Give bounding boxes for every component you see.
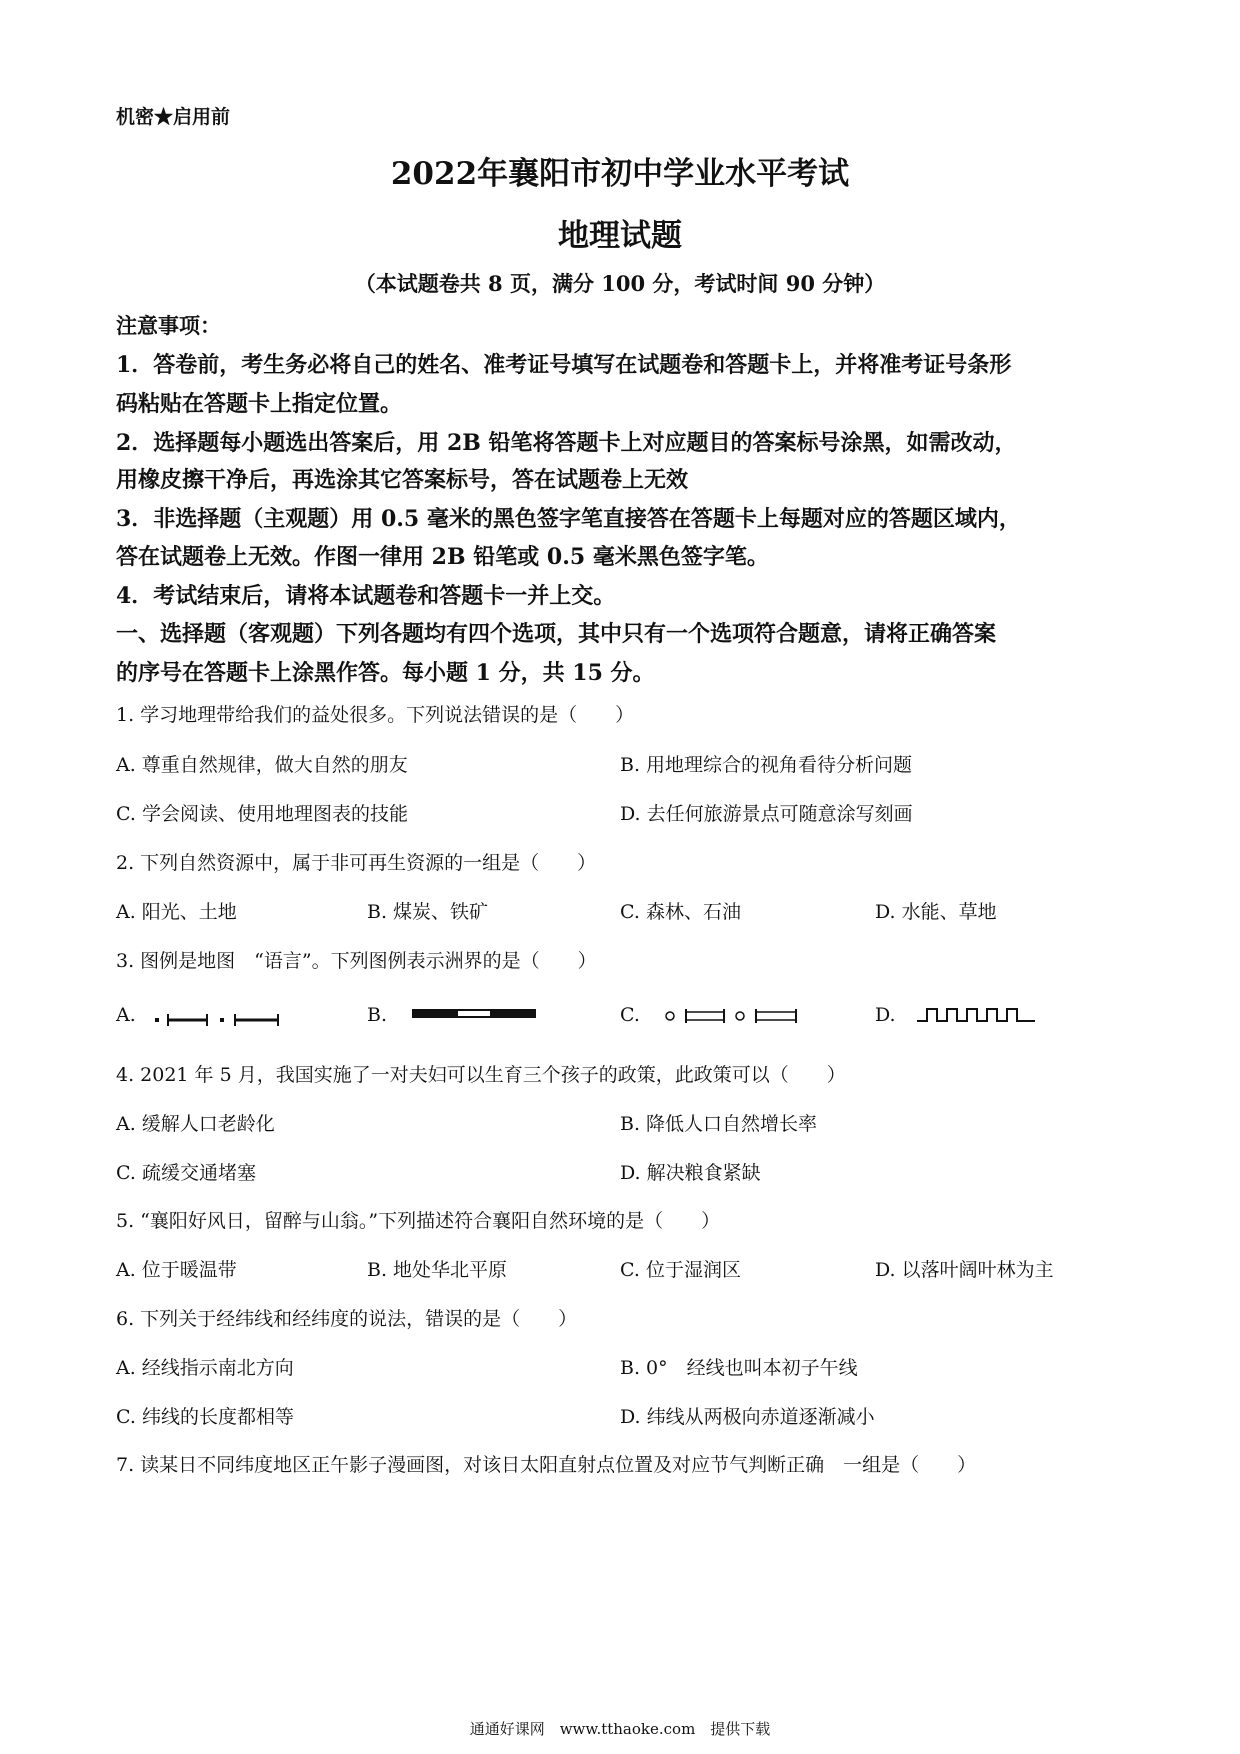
section-instruction: 一、选择题（客观题）下列各题均有四个选项，其中只有一个选项符合题意，请将正确答案 xyxy=(116,621,997,647)
note-line: 3．非选择题（主观题）用 0.5 毫米的黑色签字笔直接答在答题卡上每题对应的答题区域内， xyxy=(116,506,1021,532)
section-instruction: 的序号在答题卡上涂黑作答。每小题 1 分，共 15 分。 xyxy=(116,660,655,686)
option-b: B. 降低人口自然增长率 xyxy=(620,1113,818,1135)
option-d: D. 去任何旅游景点可随意涂写刻画 xyxy=(620,803,913,825)
exam-info: （本试题卷共 8 页，满分 100 分，考试时间 90 分钟） xyxy=(354,271,886,296)
option-d: D. 解决粮食紧缺 xyxy=(620,1162,761,1184)
note-line: 用橡皮擦干净后，再选涂其它答案标号，答在试题卷上无效 xyxy=(116,467,689,493)
option-d: D. 水能、草地 xyxy=(875,901,997,923)
question-stem: 2. 下列自然资源中，属于非可再生资源的一组是（ ） xyxy=(116,852,597,874)
option-c: C. 纬线的长度都相等 xyxy=(116,1406,294,1428)
question-stem: 4. 2021 年 5 月，我国实施了一对夫妇可以生育三个孩子的政策，此政策可以（ ） xyxy=(116,1064,846,1086)
question-stem: 5. “襄阳好风日，留醉与山翁。”下列描述符合襄阳自然环境的是（ ） xyxy=(116,1210,721,1232)
option-b: B. 地处华北平原 xyxy=(367,1259,508,1281)
subject-title: 地理试题 xyxy=(558,218,682,254)
option-c: C. 疏缓交通堵塞 xyxy=(116,1162,256,1184)
legend-symbol-a xyxy=(150,1008,285,1030)
confidential-mark: 机密★启用前 xyxy=(116,106,231,128)
legend-symbol-d xyxy=(915,1004,1037,1026)
question-stem: 1. 学习地理带给我们的益处很多。下列说法错误的是（ ） xyxy=(116,704,635,726)
option-c: C. xyxy=(620,1004,640,1026)
option-a: A. 缓解人口老龄化 xyxy=(116,1113,275,1135)
notes-heading: 注意事项： xyxy=(116,313,221,338)
option-c: C. 森林、石油 xyxy=(620,901,741,923)
option-d: D. 以落叶阔叶林为主 xyxy=(875,1259,1054,1281)
option-d: D. 纬线从两极向赤道逐渐减小 xyxy=(620,1406,875,1428)
note-line: 1．答卷前，考生务必将自己的姓名、准考证号填写在试题卷和答题卡上，并将准考证号条形 xyxy=(116,352,1012,378)
option-a: A. 阳光、土地 xyxy=(116,901,237,923)
option-c: C. 位于湿润区 xyxy=(620,1259,741,1281)
option-a: A. xyxy=(116,1004,136,1026)
question-stem: 7. 读某日不同纬度地区正午影子漫画图，对该日太阳直射点位置及对应节气判断正确 一组是（ ） xyxy=(116,1454,977,1476)
exam-title: 2022年襄阳市初中学业水平考试 xyxy=(390,156,850,192)
option-c: C. 学会阅读、使用地理图表的技能 xyxy=(116,803,408,825)
option-d: D. xyxy=(875,1004,896,1026)
option-a: A. 经线指示南北方向 xyxy=(116,1357,294,1379)
legend-symbol-b xyxy=(410,1004,538,1024)
note-line: 4．考试结束后，请将本试题卷和答题卡一并上交。 xyxy=(116,583,616,609)
question-stem: 6. 下列关于经纬线和经纬度的说法，错误的是（ ） xyxy=(116,1308,578,1330)
option-b: B. 煤炭、铁矿 xyxy=(367,901,489,923)
option-b: B. 0° 经线也叫本初子午线 xyxy=(620,1357,858,1379)
note-line: 码粘贴在答题卡上指定位置。 xyxy=(116,391,403,417)
option-b: B. 用地理综合的视角看待分析问题 xyxy=(620,754,913,776)
option-b: B. xyxy=(367,1004,388,1026)
option-a: A. 尊重自然规律，做大自然的朋友 xyxy=(116,754,408,776)
legend-symbol-c xyxy=(662,1004,802,1026)
page-footer: 通通好课网 www.tthaoke.com 提供下载 xyxy=(469,1720,771,1738)
question-stem: 3. 图例是地图 “语言”。下列图例表示洲界的是（ ） xyxy=(116,950,597,972)
note-line: 答在试题卷上无效。作图一律用 2B 铅笔或 0.5 毫米黑色签字笔。 xyxy=(116,544,769,570)
option-a: A. 位于暖温带 xyxy=(116,1259,237,1281)
note-line: 2．选择题每小题选出答案后，用 2B 铅笔将答题卡上对应题目的答案标号涂黑，如需改动， xyxy=(116,430,1017,456)
